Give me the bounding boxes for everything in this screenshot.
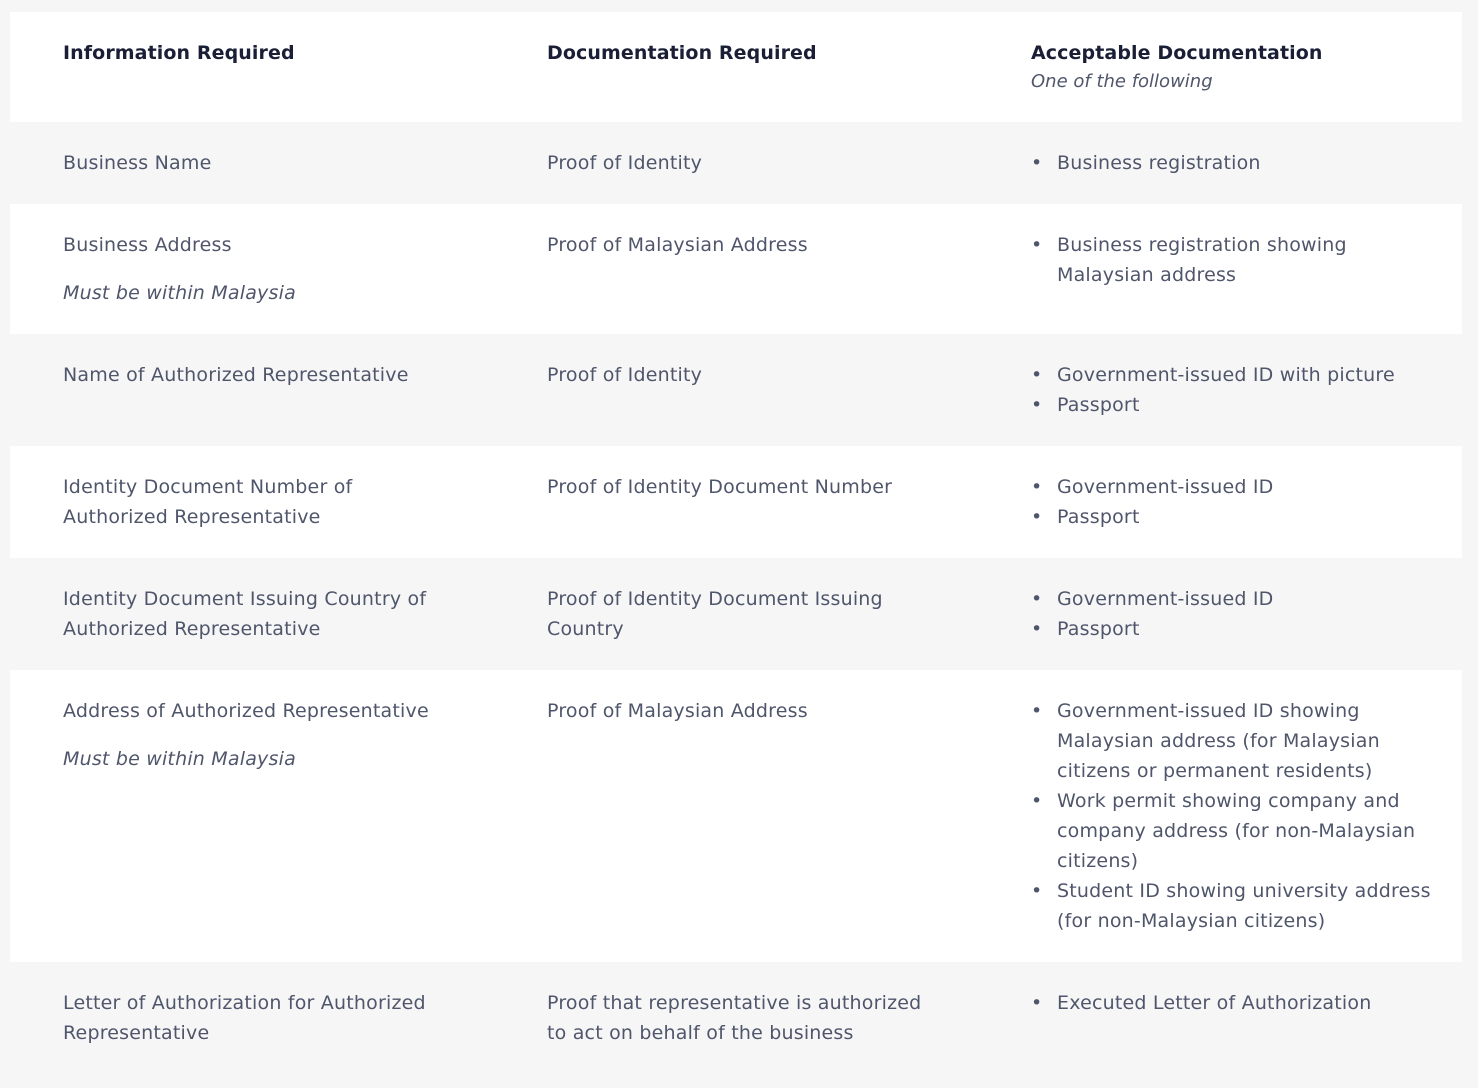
- list-item: [1031, 584, 1431, 614]
- info-required: Name of Authorized Representative: [63, 364, 409, 386]
- info-note: Must be within Malaysia: [63, 282, 296, 304]
- bullet-icon: •: [1031, 152, 1043, 174]
- documentation-required: Proof of Malaysian Address: [547, 234, 808, 256]
- list-item: [1031, 696, 1397, 786]
- acceptable-list: [1031, 148, 1431, 178]
- list-item: [1031, 472, 1431, 502]
- info-required: Business Address: [63, 234, 232, 256]
- acceptable-doc: Passport: [1057, 506, 1140, 528]
- doc-cell: [547, 472, 937, 502]
- acceptable-doc: Passport: [1057, 394, 1140, 416]
- acceptable-doc: Student ID showing university address (for non-Malaysian citizens): [1057, 880, 1431, 932]
- table-row: [10, 670, 1462, 962]
- list-item: [1031, 614, 1431, 644]
- list-item: [1031, 148, 1431, 178]
- documentation-required: Proof of Malaysian Address: [547, 700, 808, 722]
- bullet-icon: •: [1031, 234, 1043, 256]
- acceptable-list: [1031, 472, 1431, 532]
- table-row: [10, 334, 1462, 446]
- bullet-icon: •: [1031, 506, 1043, 528]
- acceptable-doc: Government-issued ID: [1057, 476, 1274, 498]
- info-cell: [63, 584, 443, 644]
- list-item: [1031, 230, 1367, 290]
- acceptable-cell: [1031, 472, 1431, 532]
- header-col2-label: Documentation Required: [547, 42, 817, 64]
- list-item: [1031, 988, 1431, 1018]
- acceptable-cell: [1031, 148, 1431, 178]
- info-required: Letter of Authorization for Authorized Representative: [63, 992, 426, 1044]
- acceptable-doc: Work permit showing company and company address (for non-Malaysian citizens): [1057, 790, 1416, 872]
- bullet-icon: •: [1031, 700, 1043, 722]
- table-row: [10, 204, 1462, 334]
- bullet-icon: •: [1031, 790, 1043, 812]
- bullet-icon: •: [1031, 394, 1043, 416]
- info-note: Must be within Malaysia: [63, 748, 296, 770]
- acceptable-list: [1031, 696, 1431, 936]
- table-header-row: [10, 12, 1462, 122]
- doc-cell: [547, 584, 887, 644]
- acceptable-doc: Executed Letter of Authorization: [1057, 992, 1372, 1014]
- acceptable-cell: [1031, 696, 1431, 936]
- header-col1-label: Information Required: [63, 42, 295, 64]
- info-required: Identity Document Issuing Country of Authorized Representative: [63, 588, 427, 640]
- doc-cell: [547, 148, 937, 178]
- documentation-required: Proof of Identity: [547, 364, 703, 386]
- bullet-icon: •: [1031, 364, 1043, 386]
- header-col3-subtitle: One of the following: [1031, 71, 1213, 92]
- list-item: [1031, 360, 1431, 390]
- doc-cell: [547, 230, 937, 260]
- header-col3-label: Acceptable Documentation: [1031, 42, 1323, 64]
- list-item: [1031, 390, 1431, 420]
- acceptable-list: [1031, 988, 1431, 1018]
- info-cell: [63, 988, 443, 1048]
- info-cell: [63, 360, 483, 390]
- bullet-icon: •: [1031, 992, 1043, 1014]
- doc-cell: [547, 988, 937, 1048]
- documentation-required: Proof of Identity Document Number: [547, 476, 893, 498]
- bullet-icon: •: [1031, 618, 1043, 640]
- acceptable-list: [1031, 360, 1431, 420]
- documentation-table: [10, 12, 1462, 1076]
- acceptable-doc: Business registration showing Malaysian address: [1057, 234, 1347, 286]
- table-row: [10, 558, 1462, 670]
- acceptable-list: [1031, 584, 1431, 644]
- bullet-icon: •: [1031, 588, 1043, 610]
- acceptable-doc: Government-issued ID with picture: [1057, 364, 1395, 386]
- info-cell: [63, 148, 483, 178]
- acceptable-cell: [1031, 988, 1431, 1018]
- acceptable-cell: [1031, 584, 1431, 644]
- acceptable-cell: [1031, 230, 1431, 290]
- table-row: [10, 962, 1462, 1076]
- doc-cell: [547, 696, 937, 726]
- table-row: [10, 122, 1462, 204]
- acceptable-doc: Government-issued ID: [1057, 588, 1274, 610]
- info-cell: [63, 230, 483, 308]
- info-cell: [63, 696, 483, 774]
- acceptable-doc: Passport: [1057, 618, 1140, 640]
- acceptable-list: [1031, 230, 1431, 290]
- documentation-required: Proof of Identity Document Issuing Country: [547, 588, 883, 640]
- header-information-required: [63, 38, 483, 68]
- acceptable-cell: [1031, 360, 1431, 420]
- info-required: Identity Document Number of Authorized Representative: [63, 476, 353, 528]
- info-cell: [63, 472, 463, 532]
- documentation-required: Proof of Identity: [547, 152, 703, 174]
- header-acceptable-documentation: [1031, 38, 1431, 96]
- list-item: [1031, 502, 1431, 532]
- table-row: [10, 446, 1462, 558]
- list-item: [1031, 786, 1437, 876]
- documentation-required: Proof that representative is authorized to act on behalf of the business: [547, 992, 922, 1044]
- info-required: Business Name: [63, 152, 212, 174]
- bullet-icon: •: [1031, 880, 1043, 902]
- acceptable-doc: Business registration: [1057, 152, 1261, 174]
- list-item: [1031, 876, 1447, 936]
- info-required: Address of Authorized Representative: [63, 700, 429, 722]
- header-documentation-required: [547, 38, 937, 68]
- doc-cell: [547, 360, 937, 390]
- acceptable-doc: Government-issued ID showing Malaysian address (for Malaysian citizens or permanent residents): [1057, 700, 1380, 782]
- bullet-icon: •: [1031, 476, 1043, 498]
